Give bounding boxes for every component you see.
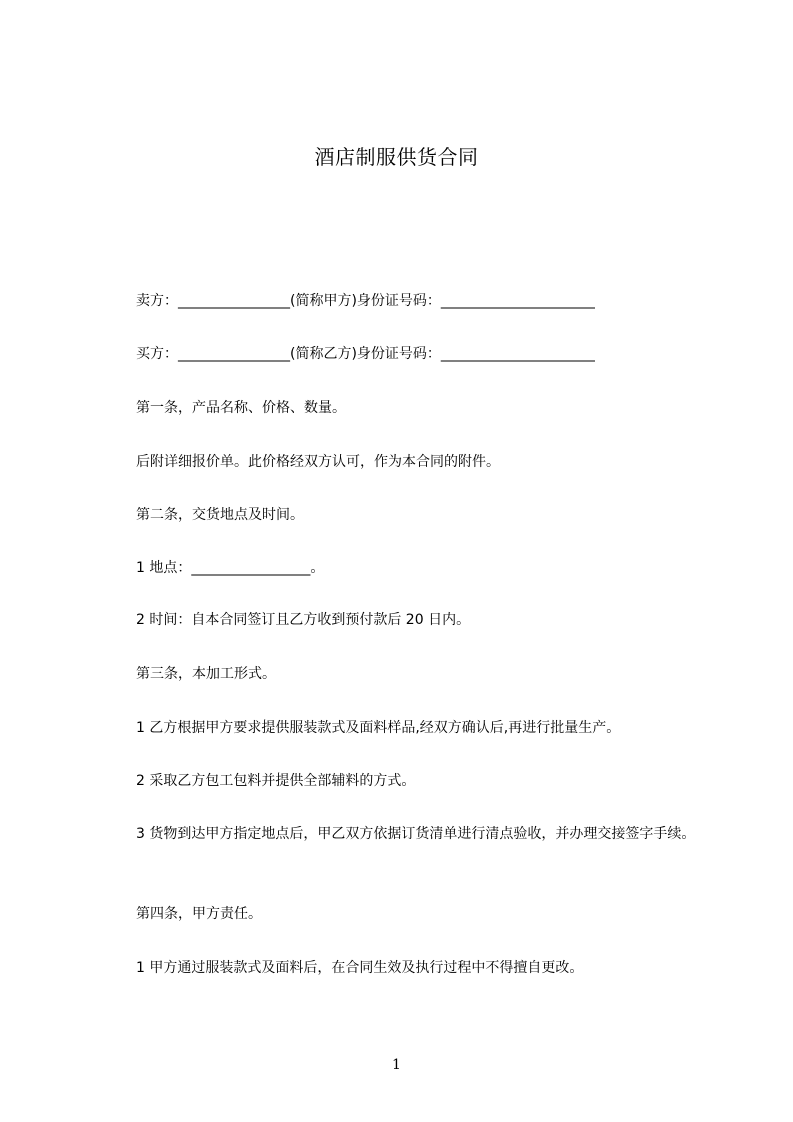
article-1-body: 后附详细报价单。此价格经双方认可，作为本合同的附件。 xyxy=(136,454,500,470)
article-3-item-1: 1 乙方根据甲方要求提供服装款式及面料样品,经双方确认后,再进行批量生产。 xyxy=(136,720,621,736)
article-3-item-3: 3 货物到达甲方指定地点后，甲乙双方依据订货清单进行清点验收，并办理交接签字手续。 xyxy=(136,826,696,842)
article-1-heading: 第一条，产品名称、价格、数量。 xyxy=(136,400,346,416)
article-4-heading: 第四条，甲方责任。 xyxy=(136,906,262,922)
article-4-item-1: 1 甲方通过服装款式及面料后，在合同生效及执行过程中不得擅自更改。 xyxy=(136,960,584,976)
article-3-heading: 第三条，本加工形式。 xyxy=(136,666,276,682)
document-title: 酒店制服供货合同 xyxy=(314,145,479,169)
article-2-item-2: 2 时间：自本合同签订且乙方收到预付款后 20 日内。 xyxy=(136,612,471,628)
article-2-heading: 第二条，交货地点及时间。 xyxy=(136,507,304,523)
page-number: 1 xyxy=(392,1057,401,1073)
article-2-item-1: 1 地点：_________________。 xyxy=(136,560,325,576)
seller-line: 卖方：________________(简称甲方)身份证号码：______________________ xyxy=(136,293,595,309)
article-3-item-2: 2 采取乙方包工包料并提供全部辅料的方式。 xyxy=(136,773,416,789)
buyer-line: 买方：________________(简称乙方)身份证号码：______________________ xyxy=(136,346,595,362)
